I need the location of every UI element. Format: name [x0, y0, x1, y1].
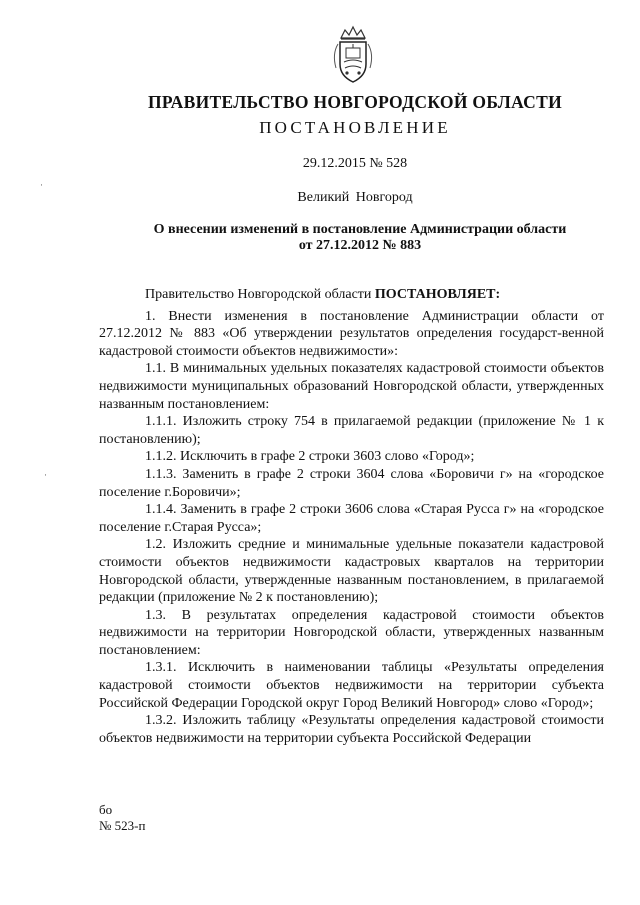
footer-number: № 523-п — [99, 818, 146, 833]
coat-of-arms-emblem — [328, 24, 378, 86]
paragraph: 1.1. В минимальных удельных показателях кадастровой стоимости объектов недвижимости муниципальных образований Новгородской области, утвержденных названным постановлением: — [99, 361, 604, 412]
date-and-number: 29.12.2015 № 528 — [302, 156, 408, 171]
intro-text: Правительство Новгородской области — [145, 287, 375, 302]
scan-speck: · — [44, 470, 47, 480]
paragraph: 1.3. В результатах определения кадастровой стоимости объектов недвижимости на территории Новгородской области, утвержденных названным постановлением: — [99, 607, 604, 658]
paragraph: 1.2. Изложить средние и минимальные удельные показатели кадастровой стоимости объектов недвижимости кадастровых кварталов на территории Новгородской области, утвержденные названным постановлением, в прилагаемой редакции (приложение № 2 к постановлению); — [99, 537, 604, 606]
paragraph: 1.3.1. Исключить в наименовании таблицы «Результаты определения кадастровой стоимости объектов недвижимости на территории субъекта Российской Федерации Городской округ Город Великий Новгород» слово «Город»; — [99, 660, 604, 711]
footer-reference — [99, 802, 145, 834]
paragraph: 1.1.3. Заменить в графе 2 строки 3604 слова «Боровичи г» на «городское поселение г.Боровичи»; — [99, 466, 604, 500]
scan-speck: · — [40, 180, 43, 190]
paragraph: 1.3.2. Изложить таблицу «Результаты определения кадастровой стоимости объектов недвижимости на территории субъекта Российской Федерации — [99, 713, 604, 746]
document-body — [99, 286, 604, 747]
paragraph: 1.1.4. Заменить в графе 2 строки 3606 слова «Старая Русса г» на «городское поселение г.Старая Русса»; — [99, 502, 604, 535]
government-title: ПРАВИТЕЛЬСТВО НОВГОРОДСКОЙ ОБЛАСТИ — [148, 92, 562, 112]
document-type: ПОСТАНОВЛЕНИЕ — [259, 118, 451, 137]
document-heading-line-2: от 27.12.2012 № 883 — [298, 238, 422, 253]
paragraph: 1. Внести изменения в постановление Администрации области от 27.12.2012 № 883 «Об утверждении результатов определения государст-венной кадастровой стоимости объектов недвижимости»: — [99, 308, 604, 359]
document-heading-line-1: О внесении изменений в постановление Администрации области — [153, 222, 567, 237]
intro-resolves: ПОСТАНОВЛЯЕТ: — [374, 287, 501, 302]
footer-initials: бо — [99, 802, 113, 817]
paragraph: 1.1.2. Исключить в графе 2 строки 3603 слово «Город»; — [145, 449, 475, 465]
document-heading — [140, 222, 580, 254]
city-name: Великий Новгород — [297, 190, 413, 205]
intro-paragraph — [99, 286, 604, 304]
paragraph: 1.1.1. Изложить строку 754 в прилагаемой редакции (приложение № 1 к постановлению); — [99, 414, 604, 447]
